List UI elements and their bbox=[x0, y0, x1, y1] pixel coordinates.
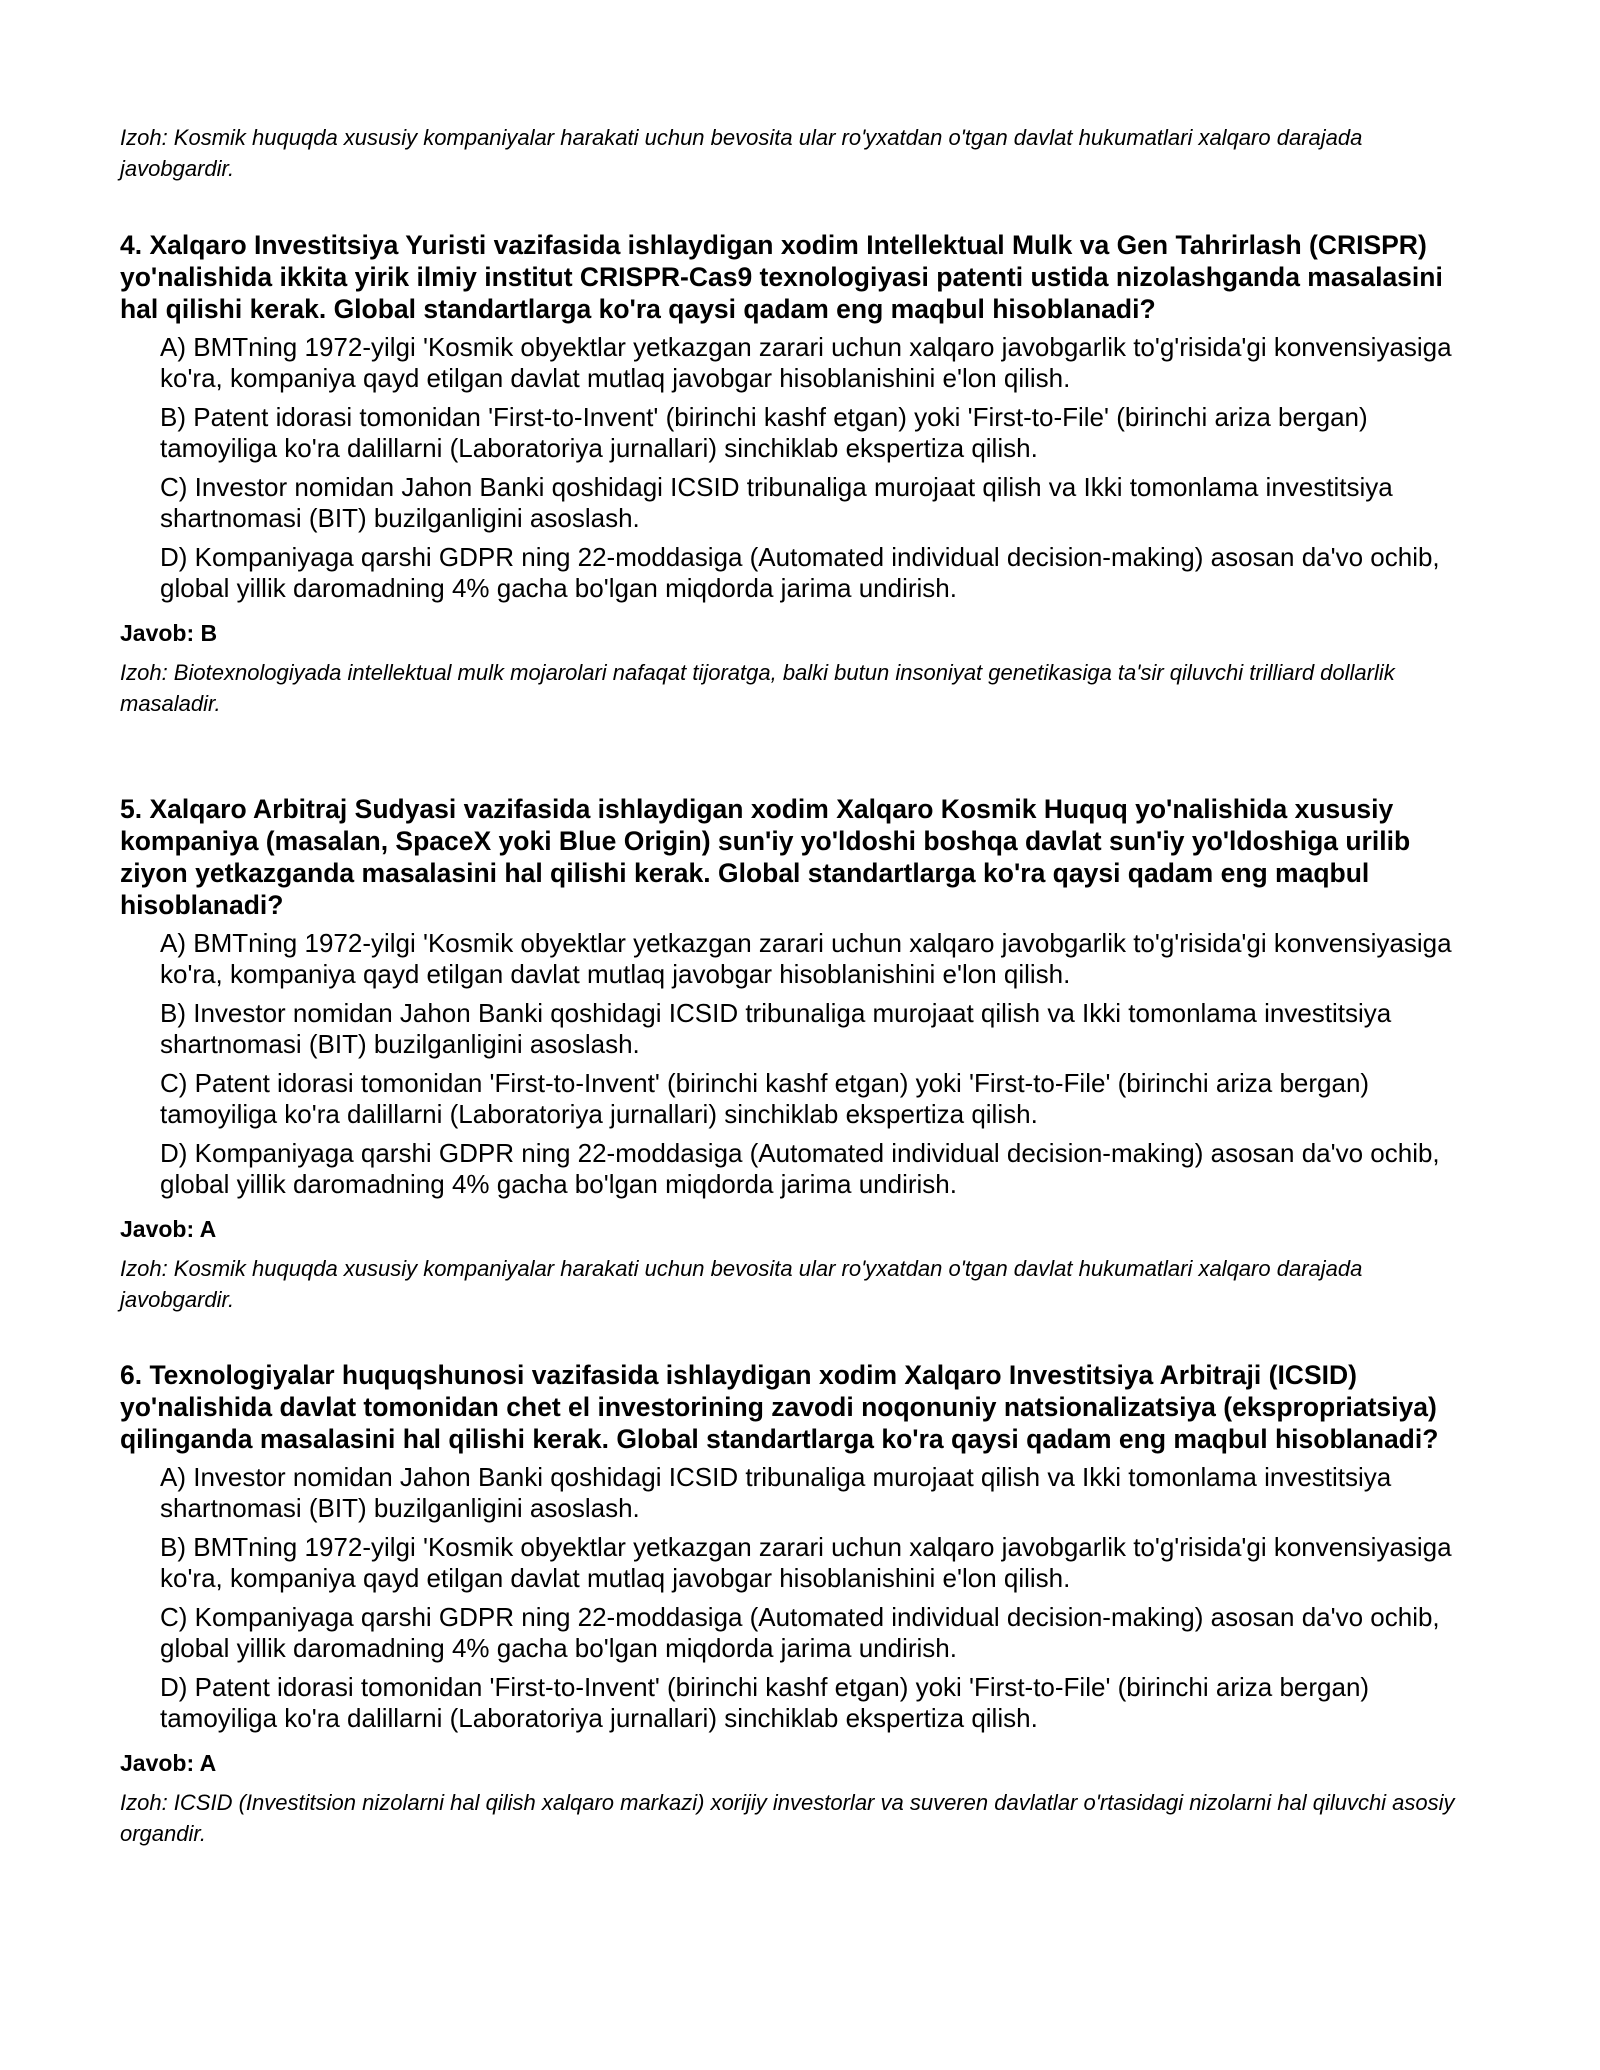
option-c: C) Kompaniyaga qarshi GDPR ning 22-moddasiga (Automated individual decision-making) asosan da'vo ochib, global yillik daromadning 4% gacha bo'lgan miqdorda jarima undirish. bbox=[160, 1602, 1440, 1663]
question-text: 4. Xalqaro Investitsiya Yuristi vazifasida ishlaydigan xodim Intellektual Mulk va Gen Tahrirlash (CRISPR) yo'nalishida ikkita yirik ilmiy institut CRISPR-Cas9 texnologiyasi patenti ustida nizolashganda masalasini hal qilishi kerak. Global standartlarga ko'ra qaysi qadam eng maqbul hisoblanadi? bbox=[120, 230, 1443, 324]
question-block-4 bbox=[120, 229, 1480, 719]
option-d: D) Patent idorasi tomonidan 'First-to-Invent' (birinchi kashf etgan) yoki 'First-to-File' (birinchi ariza bergan) tamoyiliga ko'ra dalillarni (Laboratoriya jurnallari) sinchiklab ekspertiza qilish. bbox=[160, 1672, 1370, 1733]
option-b: B) Patent idorasi tomonidan 'First-to-Invent' (birinchi kashf etgan) yoki 'First-to-File' (birinchi ariza bergan) tamoyiliga ko'ra dalillarni (Laboratoriya jurnallari) sinchiklab ekspertiza qilish. bbox=[160, 402, 1368, 463]
question-text: 5. Xalqaro Arbitraj Sudyasi vazifasida ishlaydigan xodim Xalqaro Kosmik Huquq yo'nalishida xususiy kompaniya (masalan, SpaceX yoki Blue Origin) sun'iy yo'ldoshi boshqa davlat sun'iy yo'ldoshiga urilib ziyon yetkazganda masalasini hal qilishi kerak. Global standartlarga ko'ra qaysi qadam eng maqbul hisoblanadi? bbox=[120, 794, 1411, 920]
option-b: B) Investor nomidan Jahon Banki qoshidagi ICSID tribunaliga murojaat qilish va Ikki tomonlama investitsiya shartnomasi (BIT) buzilganligini asoslash. bbox=[160, 998, 1392, 1059]
question-block-6 bbox=[120, 1359, 1480, 1849]
options-list bbox=[120, 332, 1480, 604]
option-a: A) BMTning 1972-yilgi 'Kosmik obyektlar yetkazgan zarari uchun xalqaro javobgarlik to'g'risida'gi konvensiyasiga ko'ra, kompaniya qayd etilgan davlat mutlaq javobgar hisoblanishini e'lon qilish. bbox=[160, 332, 1452, 393]
option-a: A) BMTning 1972-yilgi 'Kosmik obyektlar yetkazgan zarari uchun xalqaro javobgarlik to'g'risida'gi konvensiyasiga ko'ra, kompaniya qayd etilgan davlat mutlaq javobgar hisoblanishini e'lon qilish. bbox=[160, 928, 1452, 989]
options-list bbox=[120, 1462, 1480, 1734]
document-page bbox=[120, 122, 1480, 1846]
option-b: B) BMTning 1972-yilgi 'Kosmik obyektlar yetkazgan zarari uchun xalqaro javobgarlik to'g'risida'gi konvensiyasiga ko'ra, kompaniya qayd etilgan davlat mutlaq javobgar hisoblanishini e'lon qilish. bbox=[160, 1532, 1452, 1593]
explanation-note: Izoh: Biotexnologiyada intellektual mulk mojarolari nafaqat tijoratga, balki butun insoniyat genetikasiga ta'sir qiluvchi trilliard dollarlik masaladir. bbox=[120, 660, 1395, 716]
options-list bbox=[120, 928, 1480, 1200]
question-text: 6. Texnologiyalar huquqshunosi vazifasida ishlaydigan xodim Xalqaro Investitsiya Arbitraji (ICSID) yo'nalishida davlat tomonidan chet el investorining zavodi noqonuniy natsionalizatsiya (ekspropriatsiya) qilinganda masalasini hal qilishi kerak. Global standartlarga ko'ra qaysi qadam eng maqbul hisoblanadi? bbox=[120, 1360, 1439, 1454]
top-note: Izoh: Kosmik huquqda xususiy kompaniyalar harakati uchun bevosita ular ro'yxatdan o'tgan davlat hukumatlari xalqaro darajada javobgardir. bbox=[120, 125, 1363, 181]
answer-label: Javob: A bbox=[120, 1216, 217, 1242]
option-d: D) Kompaniyaga qarshi GDPR ning 22-moddasiga (Automated individual decision-making) asosan da'vo ochib, global yillik daromadning 4% gacha bo'lgan miqdorda jarima undirish. bbox=[160, 1138, 1440, 1199]
explanation-note: Izoh: Kosmik huquqda xususiy kompaniyalar harakati uchun bevosita ular ro'yxatdan o'tgan davlat hukumatlari xalqaro darajada javobgardir. bbox=[120, 1256, 1363, 1312]
option-c: C) Investor nomidan Jahon Banki qoshidagi ICSID tribunaliga murojaat qilish va Ikki tomonlama investitsiya shartnomasi (BIT) buzilganligini asoslash. bbox=[160, 472, 1393, 533]
question-block-5 bbox=[120, 793, 1480, 1315]
answer-label: Javob: A bbox=[120, 1750, 217, 1776]
option-c: C) Patent idorasi tomonidan 'First-to-Invent' (birinchi kashf etgan) yoki 'First-to-File' (birinchi ariza bergan) tamoyiliga ko'ra dalillarni (Laboratoriya jurnallari) sinchiklab ekspertiza qilish. bbox=[160, 1068, 1370, 1129]
answer-label: Javob: B bbox=[120, 620, 218, 646]
option-d: D) Kompaniyaga qarshi GDPR ning 22-moddasiga (Automated individual decision-making) asosan da'vo ochib, global yillik daromadning 4% gacha bo'lgan miqdorda jarima undirish. bbox=[160, 542, 1440, 603]
explanation-note: Izoh: ICSID (Investitsion nizolarni hal qilish xalqaro markazi) xorijiy investorlar va suveren davlatlar o'rtasidagi nizolarni hal qiluvchi asosiy organdir. bbox=[120, 1790, 1455, 1846]
option-a: A) Investor nomidan Jahon Banki qoshidagi ICSID tribunaliga murojaat qilish va Ikki tomonlama investitsiya shartnomasi (BIT) buzilganligini asoslash. bbox=[160, 1462, 1392, 1523]
